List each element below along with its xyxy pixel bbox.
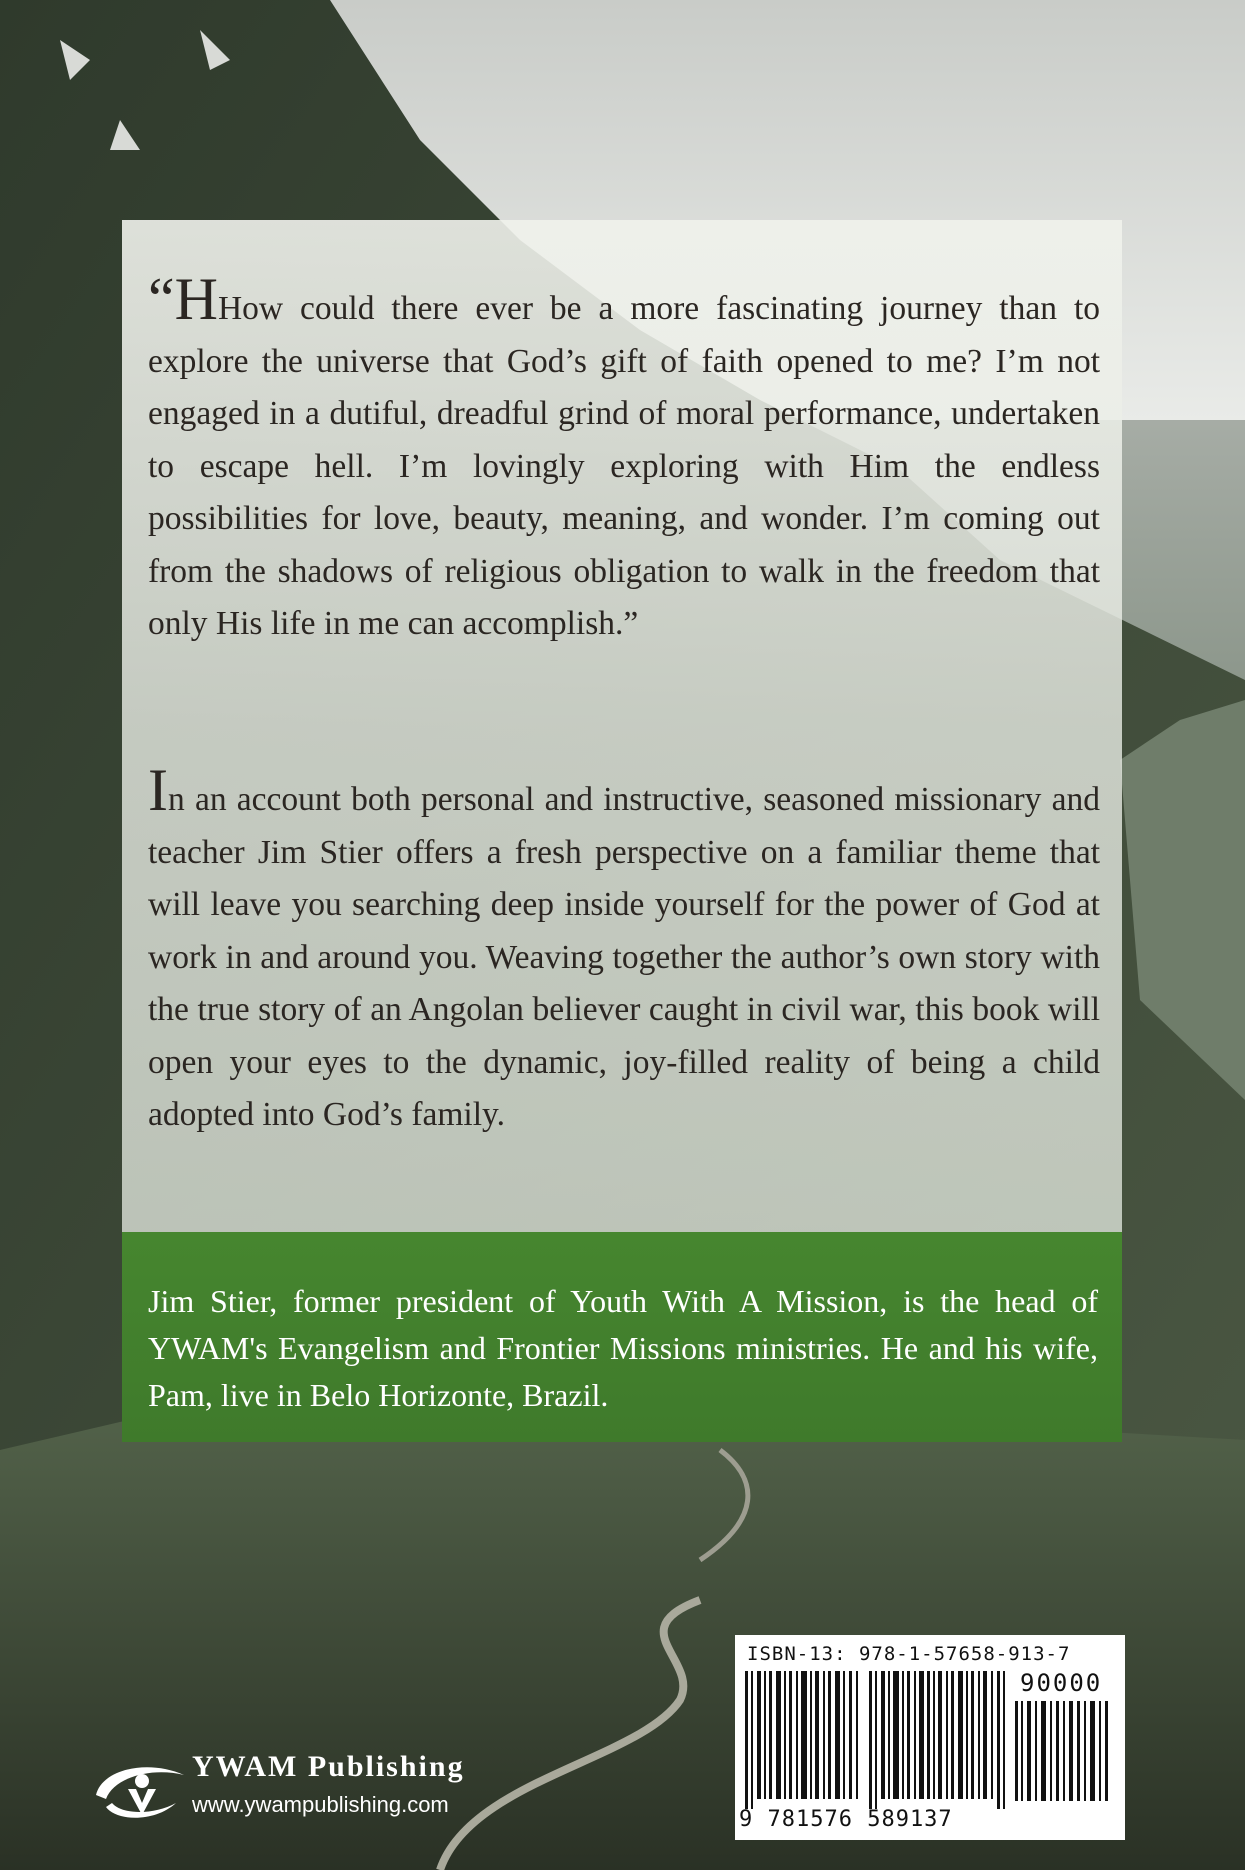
book-description — [148, 757, 1100, 1142]
quote-text: How could there ever be a more fascinating journey than to explore the universe that God’s gift of faith opened to me? I’m not engaged in a dutiful, dreadful grind of moral performance, undertaken to escape hell. I’m lovingly exploring with Him the endless possibilities for love, beauty, meaning, and wonder. I’m coming out from the shadows of religious obligation to walk in the freedom that only His life in me can accomplish. — [148, 290, 1100, 642]
description-drop-cap: I — [148, 757, 168, 823]
quote-close-mark: ” — [623, 605, 639, 642]
ean-digits: 9 781576 589137 — [739, 1807, 953, 1832]
isbn-label: ISBN-13: 978-1-57658-913-7 — [747, 1643, 1071, 1665]
barcode-panel — [735, 1635, 1125, 1840]
author-bio: Jim Stier, former president of Youth With A Mission, is the head of YWAM's Evangelism and Frontier Missions ministries. He and his wife, Pam, live in Belo Horizonte, Brazil. — [148, 1283, 1098, 1413]
author-bio-band — [122, 1232, 1122, 1442]
description-text: n an account both personal and instructive, seasoned missionary and teacher Jim Stier offers a fresh perspective on a familiar theme that will leave you searching deep inside yourself for the power of God at work in and around you. Weaving together the author’s own story with the true story of an Angolan believer caught in civil war, this book will open your eyes to the dynamic, joy-filled reality of being a child adopted into God’s family. — [148, 781, 1100, 1133]
isbn-barcode — [745, 1671, 1007, 1809]
ywam-logo-icon — [92, 1755, 188, 1825]
price-code: 90000 — [1020, 1669, 1103, 1697]
publisher-name: YWAM Publishing — [192, 1750, 465, 1783]
endorsement-quote — [148, 266, 1100, 651]
quote-drop-cap: “H — [148, 266, 218, 332]
publisher-url: www.ywampublishing.com — [192, 1792, 449, 1817]
price-barcode — [1015, 1701, 1115, 1801]
